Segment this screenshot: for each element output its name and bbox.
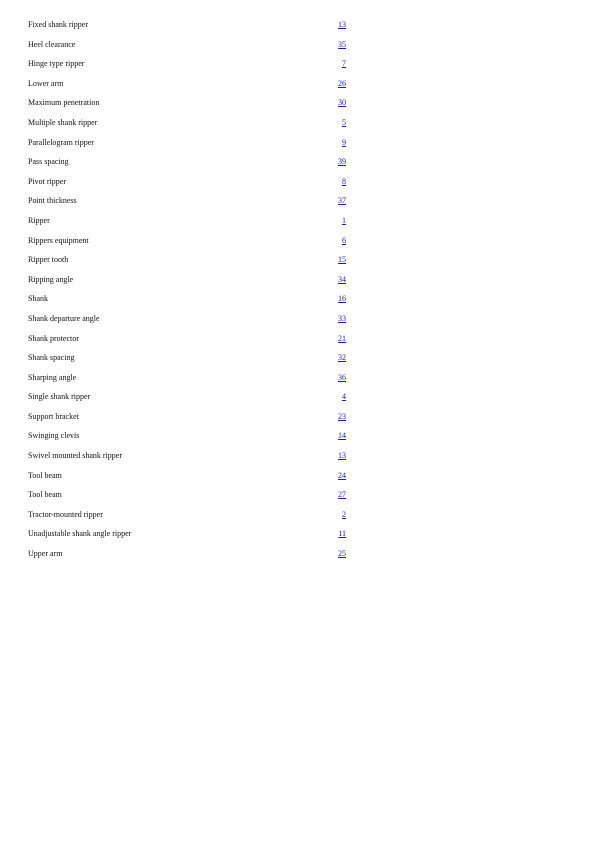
index-page-link[interactable]: 15 (338, 255, 346, 265)
index-term: Tool beam (28, 490, 62, 500)
index-page-link[interactable]: 16 (338, 294, 346, 304)
index-term: Tractor-mounted ripper (28, 509, 103, 519)
index-entry (0, 312, 595, 332)
index-page-link[interactable]: 2 (342, 509, 346, 519)
index-entry (0, 292, 595, 312)
index-entry (0, 469, 595, 489)
index-page-link[interactable]: 1 (342, 215, 346, 225)
index-entry (0, 351, 595, 371)
index-entry (0, 155, 595, 175)
index-term: Tool beam (28, 470, 62, 480)
index-entry (0, 194, 595, 214)
index-term: Shank protector (28, 333, 79, 343)
index-entry (0, 332, 595, 352)
index-term: Parallelogram ripper (28, 137, 94, 147)
index-page-link[interactable]: 34 (338, 274, 346, 284)
index-term: Ripper (28, 215, 50, 225)
index-entry (0, 77, 595, 97)
index-list (0, 18, 595, 567)
index-entry (0, 38, 595, 58)
index-term: Pass spacing (28, 157, 69, 167)
index-term: Fixed shank ripper (28, 20, 88, 29)
index-entry (0, 253, 595, 273)
index-term: Ripper tooth (28, 255, 69, 265)
index-term: Swivel mounted shank ripper (28, 451, 122, 461)
index-page-link[interactable]: 35 (338, 39, 346, 49)
index-term: Upper arm (28, 549, 63, 559)
index-page-link[interactable]: 39 (338, 157, 346, 167)
index-term: Heel clearance (28, 39, 76, 49)
index-entry (0, 18, 595, 38)
index-page-link[interactable]: 7 (342, 59, 346, 69)
index-entry (0, 488, 595, 508)
index-entry (0, 527, 595, 547)
index-page-link[interactable]: 11 (338, 529, 346, 539)
index-page-link[interactable]: 25 (338, 549, 346, 559)
index-entry (0, 410, 595, 430)
index-entry (0, 429, 595, 449)
index-entry (0, 214, 595, 234)
index-term: Ripping angle (28, 274, 74, 284)
index-term: Sharping angle (28, 372, 77, 382)
index-page-link[interactable]: 36 (338, 372, 346, 382)
index-entry (0, 96, 595, 116)
index-page-link[interactable]: 14 (338, 431, 346, 441)
index-entry (0, 57, 595, 77)
index-term: Hinge type ripper (28, 59, 85, 69)
index-entry (0, 175, 595, 195)
index-entry (0, 234, 595, 254)
index-term: Maximum penetration (28, 98, 100, 108)
index-term: Unadjustable shank angle ripper (28, 529, 132, 539)
index-entry (0, 390, 595, 410)
index-term: Rippers equipment (28, 235, 89, 245)
index-term: Pivot ripper (28, 176, 66, 186)
index-page-link[interactable]: 8 (342, 176, 346, 186)
index-entry (0, 508, 595, 528)
index-page-link[interactable]: 30 (338, 98, 346, 108)
index-page-link[interactable]: 32 (338, 353, 346, 363)
index-page-link[interactable]: 13 (338, 20, 346, 29)
index-term: Shank departure angle (28, 313, 100, 323)
index-page-link[interactable]: 37 (338, 196, 346, 206)
index-page-link[interactable]: 27 (338, 490, 346, 500)
index-term: Shank spacing (28, 353, 75, 363)
index-page-link[interactable]: 6 (342, 235, 346, 245)
index-page-link[interactable]: 13 (338, 451, 346, 461)
index-term: Lower arm (28, 78, 64, 88)
index-page-link[interactable]: 26 (338, 78, 346, 88)
index-page-link[interactable]: 24 (338, 470, 346, 480)
index-page-link[interactable]: 9 (342, 137, 346, 147)
index-page-link[interactable]: 4 (342, 392, 346, 402)
index-entry (0, 116, 595, 136)
index-page-link[interactable]: 21 (338, 333, 346, 343)
index-entry (0, 371, 595, 391)
index-term: Support bracket (28, 411, 79, 421)
index-term: Multiple shank ripper (28, 117, 98, 127)
index-page-link[interactable]: 33 (338, 313, 346, 323)
index-entry (0, 547, 595, 567)
index-term: Swinging clevis (28, 431, 80, 441)
index-entry (0, 273, 595, 293)
index-term: Single shank ripper (28, 392, 91, 402)
index-entry (0, 136, 595, 156)
index-page-link[interactable]: 5 (342, 117, 346, 127)
index-page-link[interactable]: 23 (338, 411, 346, 421)
index-entry (0, 449, 595, 469)
index-term: Point thickness (28, 196, 77, 206)
index-term: Shank (28, 294, 48, 304)
